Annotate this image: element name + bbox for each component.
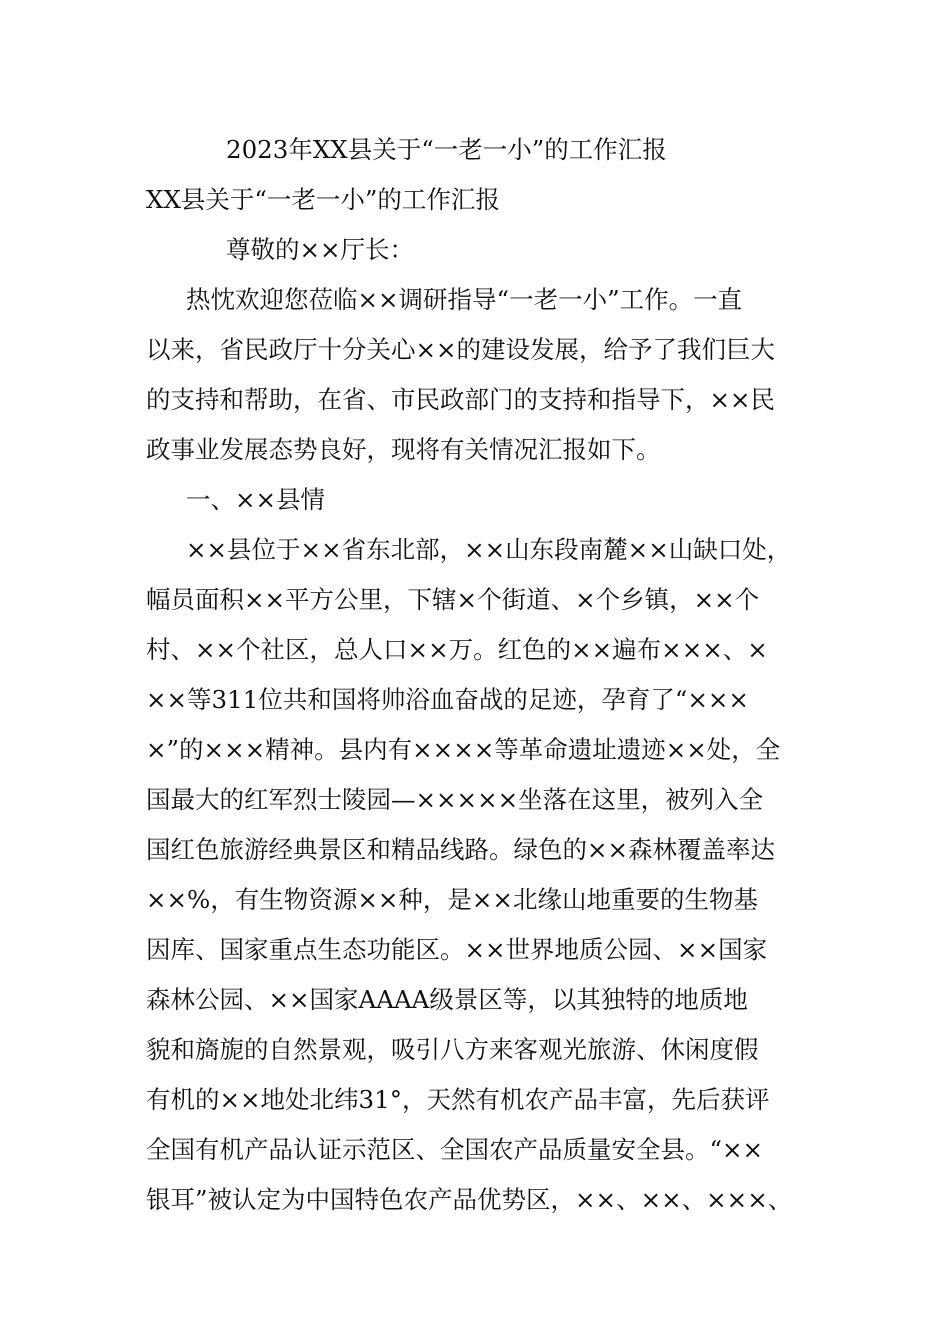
section-heading: 一、××县情 xyxy=(186,485,326,514)
paragraph-line: 幅员面积××平方公里，下辖×个街道、×个乡镇，××个 xyxy=(146,585,760,614)
paragraph-line: ××等311位共和国将帅浴血奋战的足迹，孕育了“××× xyxy=(146,685,749,714)
document-title: 2023年XX县关于“一老一小”的工作汇报 xyxy=(226,135,667,164)
paragraph-line: 政事业发展态势良好，现将有关情况汇报如下。 xyxy=(146,435,661,464)
paragraph-line: 全国有机产品认证示范区、全国农产品质量安全县。“×× xyxy=(146,1135,764,1164)
paragraph-line: 银耳”被认定为中国特色农产品优势区，××、××、×××、 xyxy=(146,1185,793,1214)
document-subtitle: XX县关于“一老一小”的工作汇报 xyxy=(146,185,500,214)
paragraph-line: 因库、国家重点生态功能区。××世界地质公园、××国家 xyxy=(146,935,768,964)
paragraph-line: 森林公园、××国家AAAA级景区等，以其独特的地质地 xyxy=(146,985,748,1014)
greeting: 尊敬的××厅长： xyxy=(226,235,415,264)
paragraph-line: 国最大的红军烈士陵园—×××××坐落在这里，被列入全 xyxy=(146,785,764,814)
paragraph-line: 有机的××地处北纬31°，天然有机农产品丰富，先后获评 xyxy=(146,1085,770,1114)
paragraph-line: 热忱欢迎您莅临××调研指导“一老一小”工作。一直 xyxy=(186,285,743,314)
paragraph-line: 貌和旖旎的自然景观，吸引八方来客观光旅游、休闲度假 xyxy=(146,1035,759,1064)
paragraph-line: 村、××个社区，总人口××万。红色的××遍布×××、× xyxy=(146,635,768,664)
paragraph-line: ××县位于××省东北部，××山东段南麓××山缺口处， xyxy=(186,535,792,564)
paragraph-line: ××%，有生物资源××种，是××北缘山地重要的生物基 xyxy=(146,885,758,914)
paragraph-line: 的支持和帮助，在省、市民政部门的支持和指导下，××民 xyxy=(146,385,776,414)
paragraph-line: 国红色旅游经典景区和精品线路。绿色的××森林覆盖率达 xyxy=(146,835,776,864)
paragraph-line: 以来，省民政厅十分关心××的建设发展，给予了我们巨大 xyxy=(146,335,776,364)
paragraph-line: ×”的×××精神。县内有××××等革命遗址遗迹××处，全 xyxy=(146,735,781,764)
